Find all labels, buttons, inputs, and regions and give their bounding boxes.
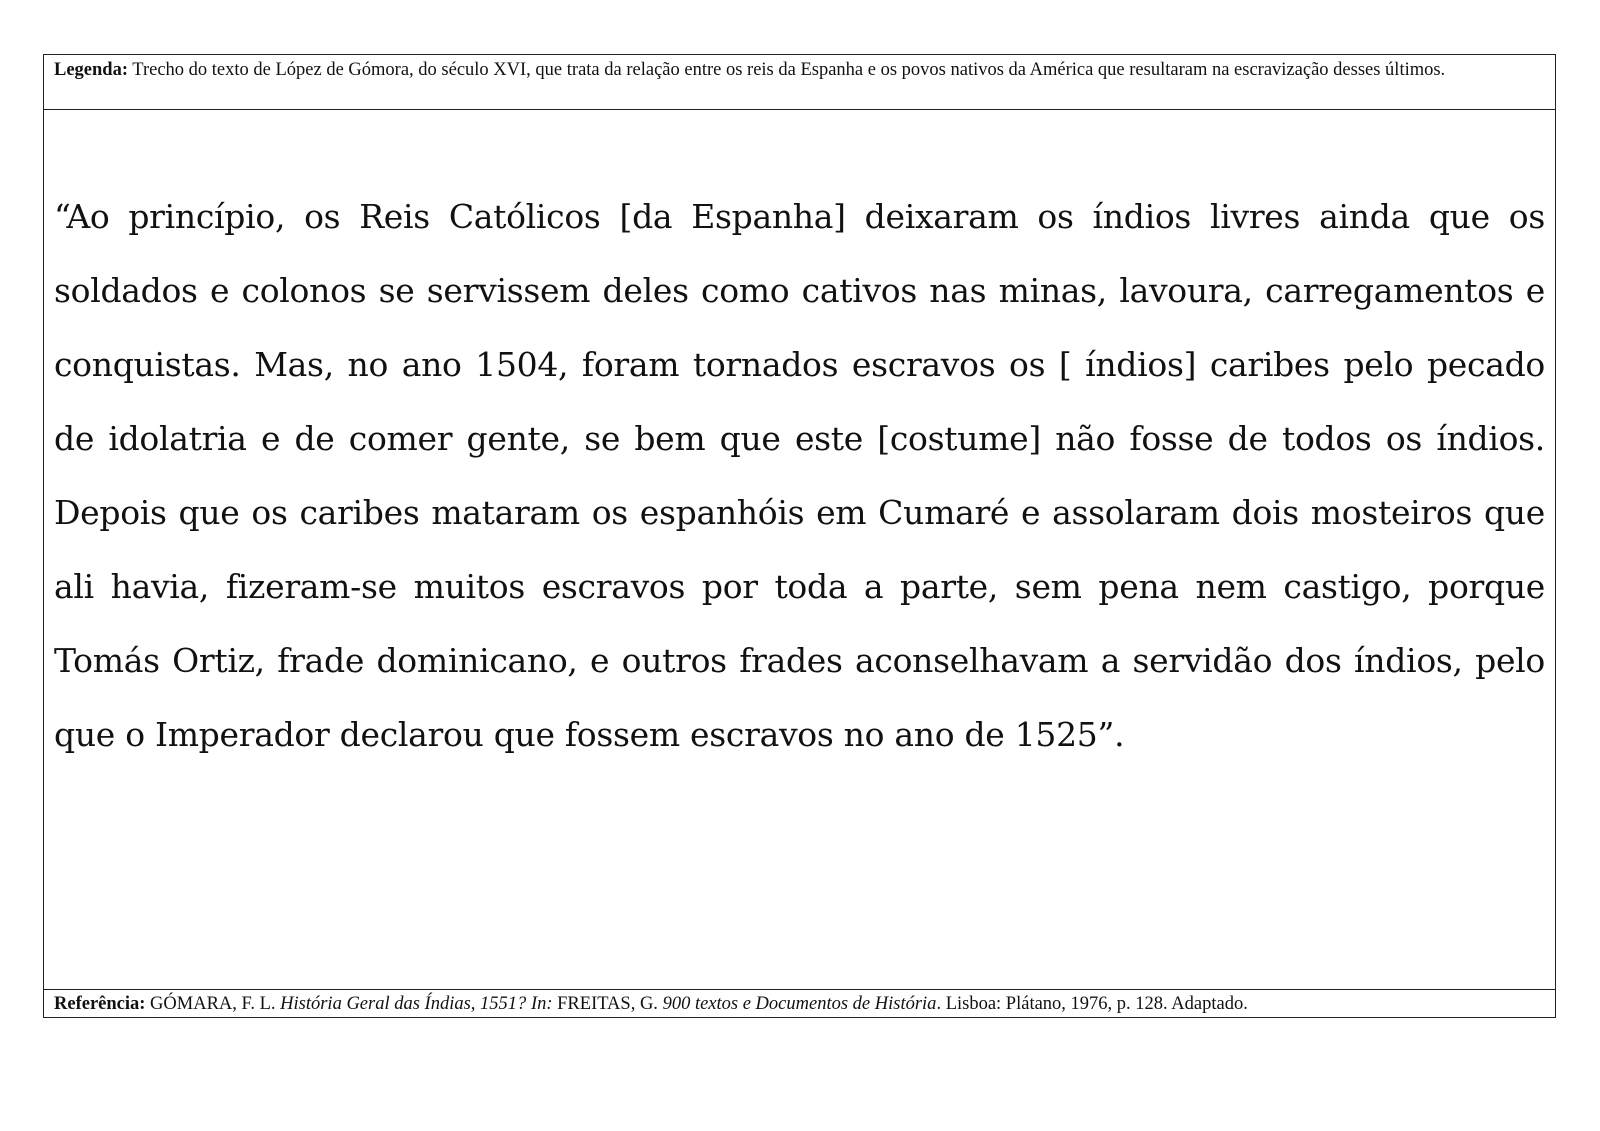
reference-publication: . Lisboa: Plátano, 1976, p. 128. Adaptado. [936, 994, 1248, 1014]
reference-editor: FREITAS, G. [557, 994, 658, 1014]
reference-book-title: 900 textos e Documentos de História [662, 994, 937, 1014]
quote-box [44, 110, 1555, 989]
reference-box [44, 989, 1555, 1017]
caption-box [44, 55, 1555, 110]
caption-label: Legenda: [54, 60, 128, 80]
reference-author: GÓMARA, F. L. [150, 994, 276, 1014]
reference-work-title: História Geral das Índias, 1551? [280, 994, 527, 1014]
reference-in-label: In: [530, 994, 553, 1014]
reference-label: Referência: [54, 994, 146, 1014]
document-frame [43, 54, 1556, 1018]
caption-text: Trecho do texto de López de Gómora, do século XVI, que trata da relação entre os reis da Espanha e os povos nativos da América que resultaram na escravização desses últimos. [132, 60, 1446, 80]
quote-text: “Ao princípio, os Reis Católicos [da Espanha] deixaram os índios livres ainda que os soldados e colonos se servissem deles como cativos nas minas, lavoura, carregamentos e conquistas. Mas, no ano 1504, foram tornados escravos os [ índios] caribes pelo pecado de idolatria e de comer gente, se bem que este [costume] não fosse de todos os índios. Depois que os caribes mataram os espanhóis em Cumaré e assolaram dois mosteiros que ali havia, fizeram-se muitos escravos por toda a parte, sem pena nem castigo, porque Tomás Ortiz, frade dominicano, e outros frades aconselhavam a servidão dos índios, pelo que o Imperador declarou que fossem escravos no ano de 1525”. [54, 197, 1545, 754]
